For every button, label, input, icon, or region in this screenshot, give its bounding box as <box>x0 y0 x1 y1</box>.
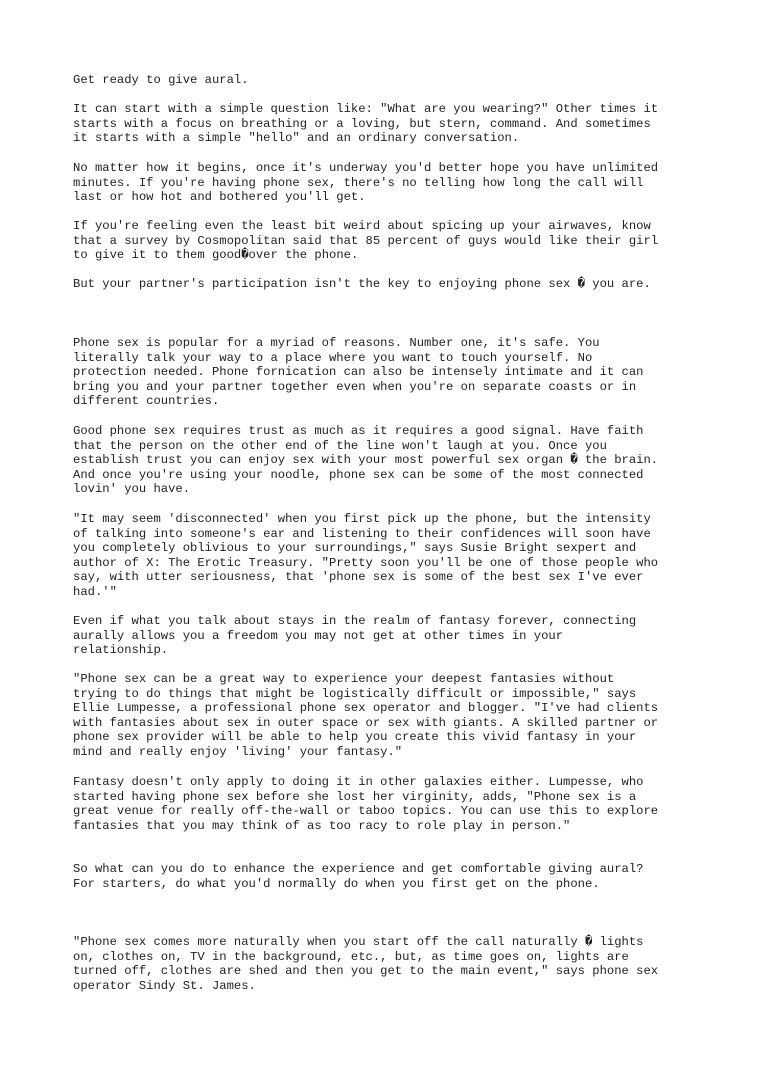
paragraph <box>73 424 713 497</box>
paragraph <box>73 73 713 88</box>
text-line: Good phone sex requires trust as much as it requires a good signal. Have faith <box>73 424 644 438</box>
text-line: you completely oblivious to your surroundings," says Susie Bright sexpert and <box>73 541 637 556</box>
text-line: "Phone sex can be a great way to experience your deepest fantasies without <box>73 672 615 686</box>
text-line: Phone sex is popular for a myriad of reasons. Number one, it's safe. You <box>73 336 600 350</box>
text-line: Even if what you talk about stays in the realm of fantasy forever, connecting <box>73 614 637 628</box>
text-line: "It may seem 'disconnected' when you first pick up the phone, but the intensity <box>73 512 651 526</box>
paragraph <box>73 512 713 600</box>
text-line: relationship. <box>73 643 169 658</box>
text-line: that the person on the other end of the line won't laugh at you. Once you <box>73 438 607 453</box>
text-line: it starts with a simple "hello" and an ordinary conversation. <box>73 131 520 146</box>
text-line: bring you and your partner together even when you're on separate coasts or in <box>73 379 637 394</box>
text-line: last or how hot and bothered you'll get. <box>73 190 366 205</box>
text-line: with fantasies about sex in outer space or sex with giants. A skilled partner or <box>73 715 659 730</box>
paragraph <box>73 219 713 263</box>
text-line: establish trust you can enjoy sex with your most powerful sex organ � the brain. <box>73 453 659 468</box>
text-line: phone sex provider will be able to help you create this vivid fantasy in your <box>73 730 637 745</box>
text-line: author of X: The Erotic Treasury. "Pretty soon you'll be one of those people who <box>73 555 659 570</box>
text-line: aurally allows you a freedom you may not get at other times in your <box>73 628 564 643</box>
text-line: No matter how it begins, once it's underway you'd better hope you have unlimited <box>73 161 659 175</box>
text-line: Get ready to give aural. <box>73 73 249 87</box>
text-line: of talking into someone's ear and listening to their confidences will soon have <box>73 526 651 541</box>
paragraph <box>73 862 713 891</box>
paragraph <box>73 102 713 146</box>
paragraph <box>73 614 713 658</box>
text-line: on, clothes on, TV in the background, etc., but, as time goes on, lights are <box>73 949 629 964</box>
paragraph <box>73 775 713 833</box>
text-line: great venue for really off-the-wall or taboo topics. You can use this to explore <box>73 804 659 819</box>
text-line: mind and really enjoy 'living' your fantasy." <box>73 744 403 759</box>
text-line: lovin' you have. <box>73 482 191 497</box>
text-line: It can start with a simple question like: "What are you wearing?" Other times it <box>73 102 659 116</box>
paragraph <box>73 277 713 292</box>
text-line: Ellie Lumpesse, a professional phone sex operator and blogger. "I've had clients <box>73 701 659 716</box>
text-line: turned off, clothes are shed and then you get to the main event," says phone sex <box>73 964 659 979</box>
text-line: For starters, do what you'd normally do when you first get on the phone. <box>73 876 600 891</box>
text-line: fantasies that you may think of as too racy to role play in person." <box>73 818 571 833</box>
text-line: to give it to them good�over the phone. <box>73 248 359 263</box>
text-line: But your partner's participation isn't the key to enjoying phone sex � you are. <box>73 277 651 291</box>
text-line: starts with a focus on breathing or a loving, but stern, command. And sometimes <box>73 116 651 131</box>
paragraph <box>73 935 713 993</box>
text-line: trying to do things that might be logistically difficult or impossible," says <box>73 686 637 701</box>
paragraph <box>73 336 713 409</box>
text-line: had.'" <box>73 584 117 599</box>
text-line: So what can you do to enhance the experience and get comfortable giving aural? <box>73 862 644 876</box>
text-line: literally talk your way to a place where you want to touch yourself. No <box>73 350 593 365</box>
text-line: And once you're using your noodle, phone sex can be some of the most connected <box>73 467 644 482</box>
text-line: If you're feeling even the least bit weird about spicing up your airwaves, know <box>73 219 651 233</box>
paragraph <box>73 672 713 760</box>
text-line: minutes. If you're having phone sex, there's no telling how long the call will <box>73 175 644 190</box>
text-line: different countries. <box>73 394 220 409</box>
text-line: protection needed. Phone fornication can also be intensely intimate and it can <box>73 365 644 380</box>
text-line: say, with utter seriousness, that 'phone sex is some of the best sex I've ever <box>73 570 644 585</box>
text-line: Fantasy doesn't only apply to doing it in other galaxies either. Lumpesse, who <box>73 775 644 789</box>
text-line: started having phone sex before she lost her virginity, adds, "Phone sex is a <box>73 789 637 804</box>
paragraph <box>73 161 713 205</box>
text-line: that a survey by Cosmopolitan said that 85 percent of guys would like their girl <box>73 233 659 248</box>
text-line: operator Sindy St. James. <box>73 978 256 993</box>
text-line: "Phone sex comes more naturally when you start off the call naturally � lights <box>73 935 644 949</box>
